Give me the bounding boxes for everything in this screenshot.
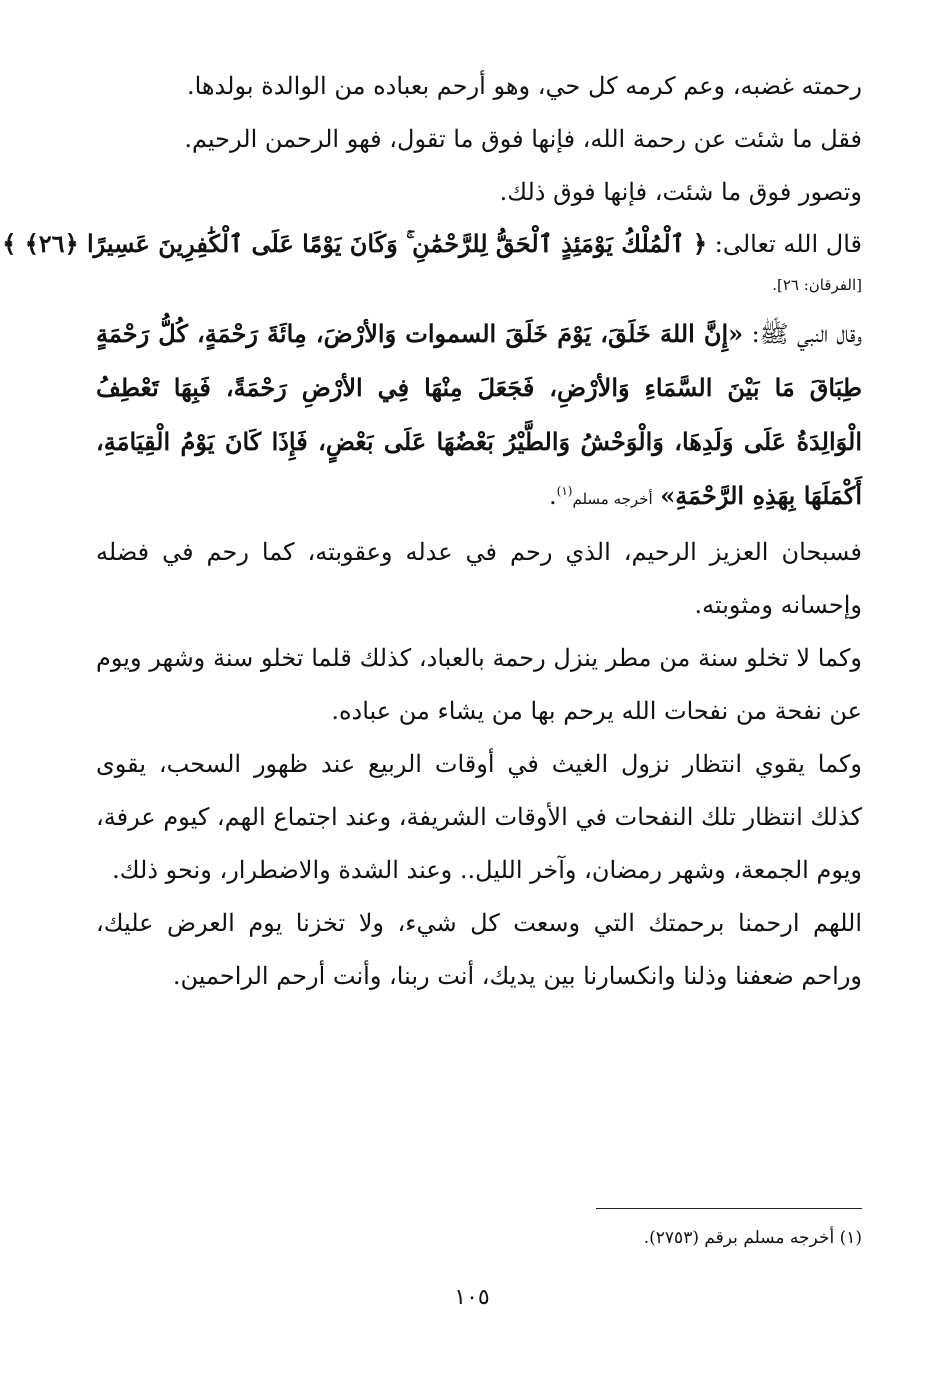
hadith-source: أخرجه مسلم xyxy=(572,490,653,508)
footnote-marker[interactable]: (١) xyxy=(556,484,573,498)
paragraph-3: وتصور فوق ما شئت، فإنها فوق ذلك. xyxy=(499,178,862,206)
verse-reference: [الفرقان: ٢٦]. xyxy=(772,276,862,294)
hadith-paragraph xyxy=(96,307,862,526)
footnote: (١) أخرجه مسلم برقم (٢٧٥٣). xyxy=(643,1228,862,1248)
footnote-divider xyxy=(596,1208,862,1209)
paragraph-2: فقل ما شئت عن رحمة الله، فإنها فوق ما تقول، فهو الرحمن الرحيم. xyxy=(184,125,862,153)
quran-verse-line xyxy=(2,219,862,269)
paragraph-1: رحمته غضبه، وعم كرمه كل حي، وهو أرحم بعباده من الوالدة بولدها. xyxy=(186,72,862,100)
hadith-text: «إِنَّ اللهَ خَلَقَ، يَوْمَ خَلَقَ السموات وَالأرْضَ، مِائَةَ رَحْمَةٍ، كُلُّ رَحْمَةٍ طِبَاقَ مَا بَيْنَ السَّمَاءِ وَالأرْضِ، فَجَعَلَ مِنْهَا فِي الأرْضِ رَحْمَةً، فَبِهَا تَعْطِفُ الْوَالِدَةُ عَلَى وَلَدِهَا، وَالْوَحْشُ وَالطَّيْرُ بَعْضُهَا عَلَى بَعْضٍ، فَإِذَا كَانَ يَوْمُ الْقِيَامَةِ، أَكْمَلَهَا بِهَذِهِ الرَّحْمَةِ» xyxy=(96,319,862,510)
hadith-intro: وقال النبي ﷺ: xyxy=(743,320,862,348)
hadith-end: . xyxy=(549,482,557,510)
paragraph-5: وكما لا تخلو سنة من مطر ينزل رحمة بالعباد، كذلك قلما تخلو سنة وشهر ويوم عن نفحة من نفحات الله يرحم بها من يشاء من عباده. xyxy=(96,644,862,725)
paragraph-4: فسبحان العزيز الرحيم، الذي رحم في عدله وعقوبته، كما رحم في فضله وإحسانه ومثوبته. xyxy=(96,538,862,619)
verse-intro: قال الله تعالى: xyxy=(707,230,862,258)
page-number: ١٠٥ xyxy=(454,1285,490,1310)
paragraph-7: اللهم ارحمنا برحمتك التي وسعت كل شيء، ولا تخزنا يوم العرض عليك، وراحم ضعفنا وذلنا وانكسارنا بين يديك، أنت ربنا، وأنت أرحم الراحمين. xyxy=(96,909,862,990)
quran-verse: ﴿ ٱلْمُلْكُ يَوْمَئِذٍ ٱلْحَقُّ لِلرَّحْمَٰنِ ۚ وَكَانَ يَوْمًا عَلَى ٱلْكَٰفِرِينَ عَسِيرًا ﴿٢٦﴾ ﴾ xyxy=(2,229,708,258)
page-body xyxy=(2,60,862,1003)
paragraph-6: وكما يقوي انتظار نزول الغيث في أوقات الربيع عند ظهور السحب، يقوى كذلك انتظار تلك النفحات في الأوقات الشريفة، وعند اجتماع الهم، كيوم عرفة، ويوم الجمعة، وشهر رمضان، وآخر الليل.. وعند الشدة والاضطرار، ونحو ذلك. xyxy=(96,750,862,884)
